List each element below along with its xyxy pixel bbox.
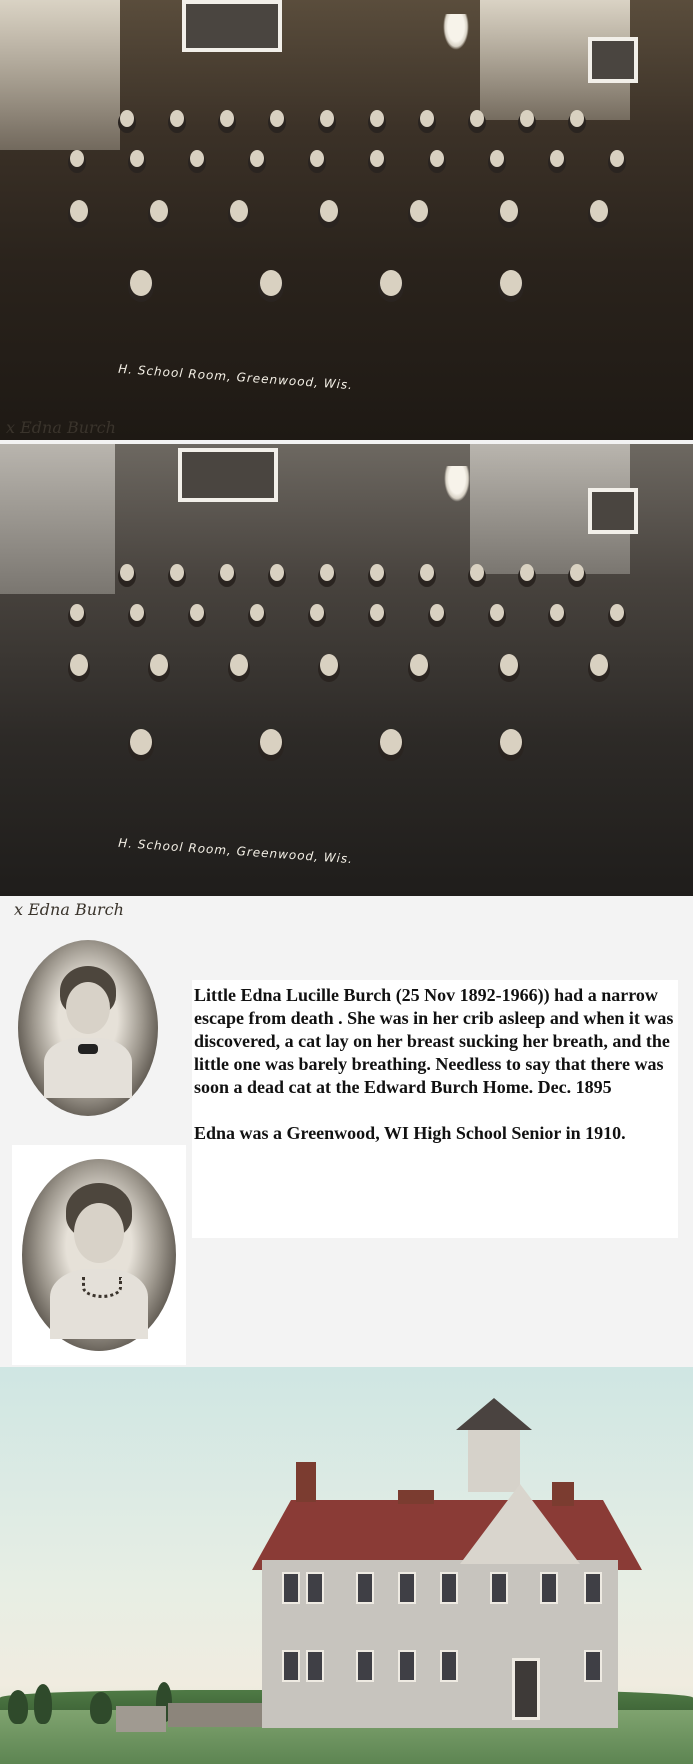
school-window	[584, 1572, 602, 1604]
school-window	[440, 1650, 458, 1682]
portrait-card	[12, 1145, 186, 1365]
portrait-child	[18, 940, 158, 1116]
story-paragraph: Edna was a Greenwood, WI High School Senior in 1910.	[194, 1123, 626, 1143]
story-text	[192, 980, 678, 1238]
school-window	[282, 1650, 300, 1682]
chimney	[398, 1490, 434, 1504]
portrait-young-woman	[22, 1159, 176, 1351]
wall-picture	[588, 488, 638, 534]
necklace-icon	[82, 1277, 122, 1298]
tree	[90, 1692, 112, 1724]
tree	[34, 1684, 52, 1724]
school-window	[306, 1572, 324, 1604]
school-window	[490, 1572, 508, 1604]
chimney	[296, 1462, 316, 1502]
school-window	[356, 1650, 374, 1682]
school-window	[356, 1572, 374, 1604]
woodpile	[168, 1703, 268, 1727]
school-window	[540, 1572, 558, 1604]
wall-picture	[182, 0, 282, 52]
school-window	[584, 1650, 602, 1682]
photo-caption: H. School Room, Greenwood, Wis.	[117, 361, 354, 393]
classroom-photo-grayscale	[0, 444, 693, 896]
classroom-photo-sepia	[0, 0, 693, 440]
story-paragraph: Little Edna Lucille Burch (25 Nov 1892-1966)) had a narrow escape from death . She was in her crib asleep and when it was discovered, a cat lay on her breast sucking her breath, and the little one was barely breathing. Needless to say that there was soon a dead cat at the Edward Burch Home. Dec. 1895	[194, 985, 674, 1097]
classroom-window	[0, 0, 120, 150]
wall-picture	[178, 448, 278, 502]
school-window	[440, 1572, 458, 1604]
signature: x Edna Burch	[14, 900, 124, 919]
bust-statue	[443, 14, 469, 50]
school-window	[398, 1572, 416, 1604]
wall-picture	[588, 37, 638, 83]
school-window	[398, 1650, 416, 1682]
bell-tower	[468, 1428, 520, 1492]
school-window	[306, 1650, 324, 1682]
school-window	[282, 1572, 300, 1604]
classroom-window	[0, 444, 115, 594]
chimney	[552, 1482, 574, 1506]
signature: x Edna Burch	[6, 418, 116, 437]
shed	[116, 1706, 166, 1732]
photo-caption: H. School Room, Greenwood, Wis.	[117, 835, 354, 867]
tree	[8, 1690, 28, 1724]
bust-statue	[444, 466, 470, 502]
bow-tie-icon	[78, 1044, 98, 1054]
school-door	[512, 1658, 540, 1720]
